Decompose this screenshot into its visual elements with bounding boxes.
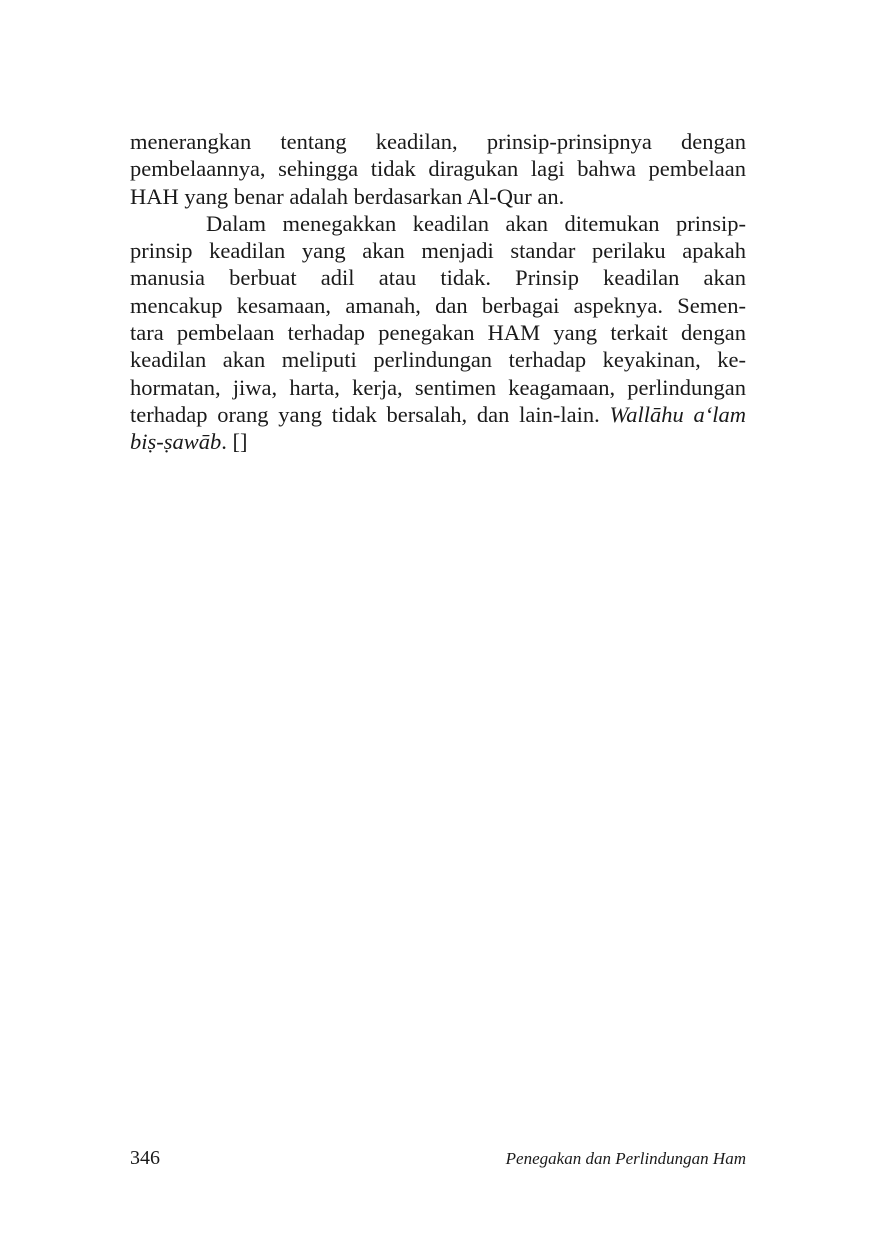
page-number: 346	[130, 1147, 160, 1169]
paragraph-line: keadilan akan meliputi perlindungan terhadap keyakinan, ke-	[130, 347, 746, 373]
closing-phrase-italic: biṣ-ṣawāb	[130, 429, 222, 455]
line-text: . []	[221, 429, 248, 455]
paragraph-line: prinsip keadilan yang akan menjadi standar perilaku apakah	[130, 238, 746, 264]
paragraph-2	[130, 210, 746, 456]
body-text	[130, 128, 746, 456]
paragraph-line: HAH yang benar adalah berdasarkan Al-Qur an.	[130, 183, 565, 209]
running-title: Penegakan dan Perlindungan Ham	[505, 1149, 746, 1168]
paragraph-1	[130, 128, 746, 210]
paragraph-line: mencakup kesamaan, amanah, dan berbagai aspeknya. Semen-	[130, 292, 746, 318]
line-text: terhadap orang yang tidak bersalah, dan lain-lain.	[130, 401, 610, 427]
closing-phrase-italic: Wallāhu a‘lam	[609, 401, 746, 427]
paragraph-line: manusia berbuat adil atau tidak. Prinsip keadilan akan	[130, 265, 746, 291]
paragraph-line: menerangkan tentang keadilan, prinsip-prinsipnya dengan	[130, 129, 746, 154]
paragraph-line	[130, 401, 746, 428]
paragraph-line	[130, 428, 746, 455]
paragraph-line: Dalam menegakkan keadilan akan ditemukan prinsip-	[206, 210, 746, 236]
paragraph-line: pembelaannya, sehingga tidak diragukan lagi bahwa pembelaan	[130, 156, 746, 182]
paragraph-line: hormatan, jiwa, harta, kerja, sentimen keagamaan, perlindungan	[130, 374, 746, 400]
page-footer	[130, 1146, 746, 1174]
paragraph-line: tara pembelaan terhadap penegakan HAM yang terkait dengan	[130, 320, 746, 346]
